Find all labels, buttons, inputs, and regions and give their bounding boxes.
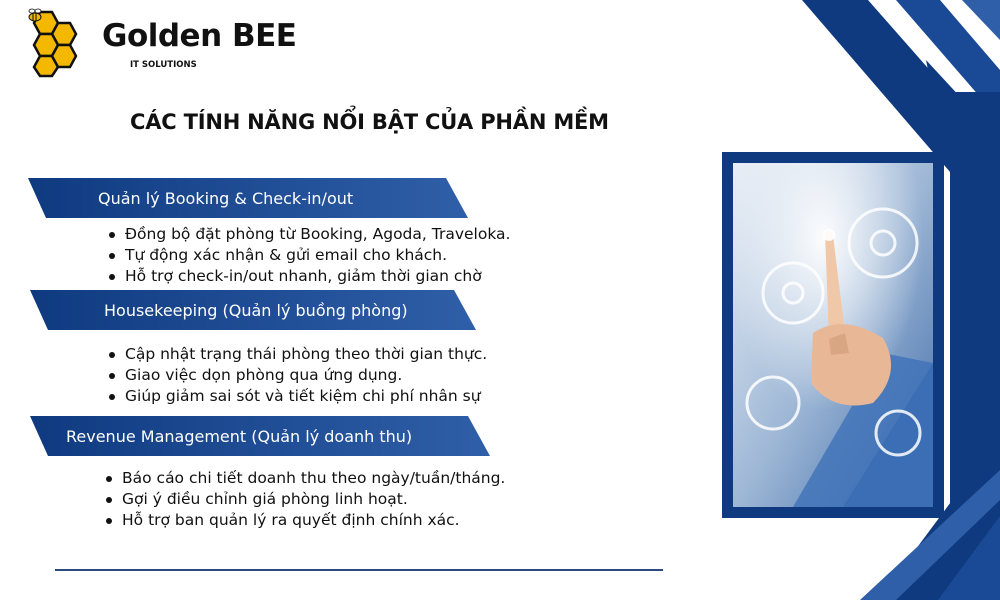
section-points-revenue (106, 468, 505, 531)
logo (26, 8, 297, 78)
bottom-divider (55, 569, 663, 571)
section-heading-housekeeping: Housekeeping (Quản lý buồng phòng) (30, 290, 476, 330)
list-item: Cập nhật trạng thái phòng theo thời gian thực. (109, 344, 487, 365)
list-item: Gợi ý điều chỉnh giá phòng linh hoạt. (106, 489, 505, 510)
list-item: Tự động xác nhận & gửi email cho khách. (109, 245, 510, 266)
section-points-housekeeping (109, 344, 487, 407)
list-item: Báo cáo chi tiết doanh thu theo ngày/tuần/tháng. (106, 468, 505, 489)
list-item: Đồng bộ đặt phòng từ Booking, Agoda, Traveloka. (109, 224, 510, 245)
brand-name: Golden BEE (102, 18, 297, 54)
list-item: Hỗ trợ check-in/out nhanh, giảm thời gian chờ (109, 266, 510, 287)
list-item: Giao việc dọn phòng qua ứng dụng. (109, 365, 487, 386)
list-item: Giúp giảm sai sót và tiết kiệm chi phí nhân sự (109, 386, 487, 407)
section-points-booking (109, 224, 510, 287)
brand-tagline: IT SOLUTIONS (130, 60, 197, 70)
tech-hand-image (733, 163, 933, 507)
bee-icon (26, 8, 44, 22)
section-heading-revenue: Revenue Management (Quản lý doanh thu) (30, 416, 490, 456)
section-heading-booking: Quản lý Booking & Check-in/out (28, 178, 468, 218)
list-item: Hỗ trợ ban quản lý ra quyết định chính xác. (106, 510, 505, 531)
page-title: CÁC TÍNH NĂNG NỔI BẬT CỦA PHẦN MỀM (130, 110, 609, 134)
